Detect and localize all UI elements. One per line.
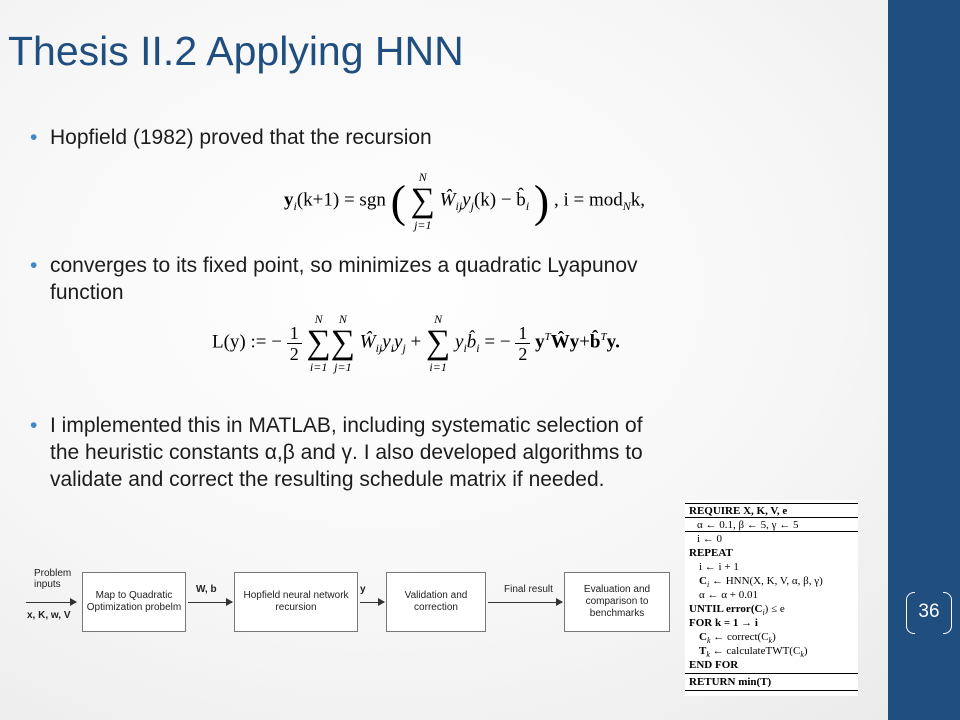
arrow-y (360, 602, 384, 603)
algo-line-until: UNTIL $error(C_i) \le e$ (689, 603, 785, 618)
edge-final-label: Final result (504, 584, 553, 595)
slide-title: Thesis II.2 Applying HNN (8, 28, 464, 74)
bullet-marker: • (30, 254, 38, 277)
half-fraction-2: $\frac{1}{2}$ (515, 323, 530, 364)
sum-symbol: N ∑ j=1 (410, 170, 435, 232)
bullet-3 (30, 412, 870, 496)
box-validation-correction: Validation and correction (386, 572, 486, 632)
sum-j-symbol: N ∑ j=1 (330, 312, 355, 374)
page-number-badge (906, 592, 952, 636)
algo-line-repeat: REPEAT (689, 547, 733, 559)
algo-line-init-i: i ← 0 (697, 533, 723, 545)
bullet-1 (30, 124, 850, 154)
algo-line-return: RETURN min(T) (689, 676, 772, 688)
bullet-2 (30, 252, 870, 308)
edge-wb-label: W, b (196, 584, 217, 595)
algo-line-hnn: $C_i$ ← HNN(X, K, V, α, β, γ) (699, 575, 823, 590)
bullet-marker: • (30, 414, 38, 437)
algo-line-alpha-update: α ← α + 0.01 (699, 589, 758, 601)
bullet-text: converges to its fixed point, so minimizes a quadratic Lyapunov function (50, 254, 638, 304)
algo-line-calculate: $T_k$ ← $calculateTWT(C_k)$ (699, 645, 808, 660)
problem-inputs-label: Problem inputs (34, 568, 72, 590)
algo-line-correct: $C_k$ ← $correct(C_k)$ (699, 631, 776, 646)
input-arrow (26, 602, 76, 603)
sum-i2-symbol: N ∑ i=1 (426, 312, 451, 374)
algo-rule-top (685, 503, 858, 504)
bullet-marker: • (30, 126, 38, 149)
algo-line-init-constants: α ← 0.1, β ← 5, γ ← 5 (697, 519, 799, 531)
recursion-equation: $y_i(k+1)$ = sgn ( N ∑ j=1 $Ŵ_{ij}y_j(k)$ − $b̂_i$ ) , i = mod$_N$k, (284, 170, 646, 232)
algo-line-increment: i ← i + 1 (699, 561, 739, 573)
box-hopfield-recursion: Hopfield neural network recursion (234, 572, 358, 632)
algo-rule (685, 673, 858, 674)
algo-rule-bottom (685, 690, 858, 691)
bullet-text: I implemented this in MATLAB, including systematic selection of the heuristic constants α,β and γ. I also developed algorithms to validate and correct the resulting schedule matrix if needed. (50, 414, 643, 491)
box-map-to-quadratic: Map to Quadratic Optimization probelm (82, 572, 186, 632)
algo-rule (685, 517, 858, 518)
algo-line-require: REQUIRE X, K, V, e (689, 505, 788, 517)
flow-diagram (26, 566, 706, 638)
box-evaluation: Evaluation and comparison to benchmarks (564, 572, 670, 632)
half-fraction: $\frac{1}{2}$ (287, 323, 302, 364)
algo-rule (685, 531, 858, 532)
algo-line-for: FOR k = 1 → i (689, 617, 758, 629)
bullet-text: Hopfield (1982) proved that the recursion (50, 126, 432, 149)
sum-i-symbol: N ∑ i=1 (306, 312, 331, 374)
input-vars-label: x, K, w, V (27, 610, 71, 621)
edge-y-label: y (360, 584, 366, 595)
arrow-final (488, 602, 562, 603)
page-number: 36 (918, 601, 940, 622)
lyapunov-equation: L(y) := − $\frac{1}{2}$ N ∑ i=1 N ∑ j=1 $Ŵ_{ij}y_iy_j$ + N ∑ i=1 $y_ib̂_i$ = − $\frac{1}{2}$ $y^TŴy+b̂^Ty$. (212, 312, 620, 374)
algo-line-endfor: END FOR (689, 659, 739, 671)
algorithm-box (685, 500, 858, 696)
arrow-wb (188, 602, 232, 603)
